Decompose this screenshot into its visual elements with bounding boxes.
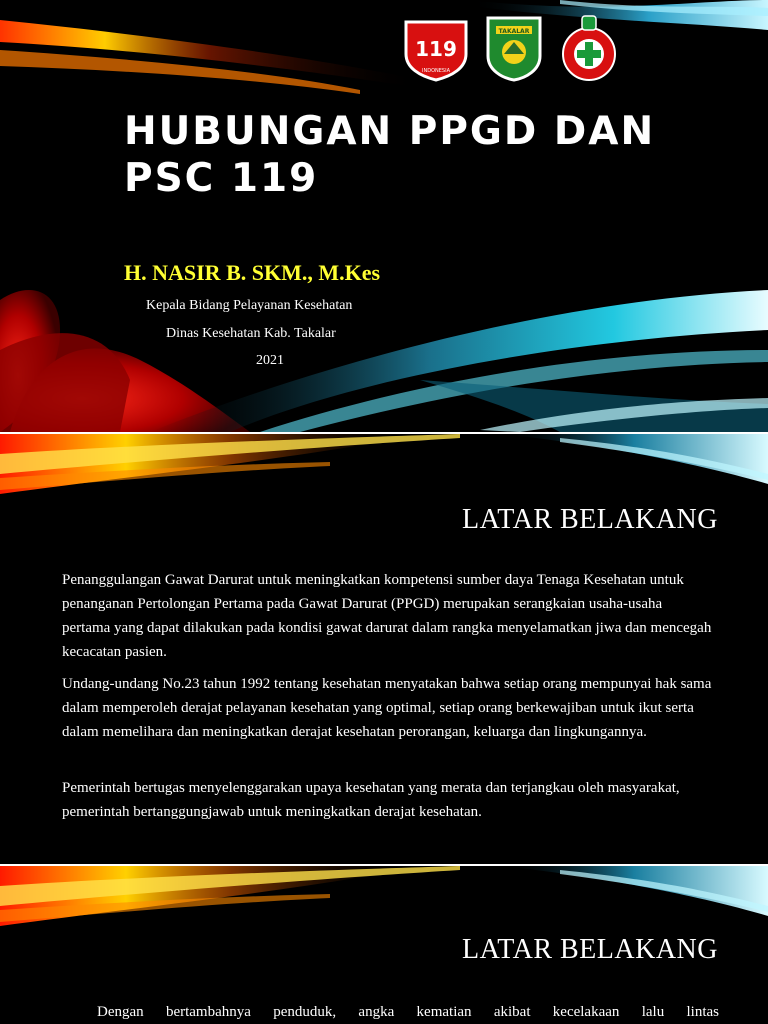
slide-title: [124, 108, 655, 202]
paragraph-1: Dengan bertambahnya penduduk, angka kematian akibat kecelakaan lalu lintas: [97, 1004, 719, 1020]
section-title: LATAR BELAKANG: [462, 934, 718, 965]
logo-takalar: [484, 12, 544, 82]
content-slide-2[interactable]: [0, 866, 768, 1024]
logo-119-text: 119: [415, 37, 457, 61]
presenter-name: H. NASIR B. SKM., M.Kes: [124, 260, 381, 285]
title-slide[interactable]: [0, 0, 768, 432]
logo-119-caption: INDONESIA: [422, 68, 450, 74]
content-slide-1[interactable]: [0, 434, 768, 864]
shield-119-icon: [402, 18, 470, 82]
logo-takalar-text: TAKALAR: [498, 28, 530, 35]
paragraph-1: Penanggulangan Gawat Darurat untuk meningkatkan kompetensi sumber daya Tenaga Kesehatan untuk penanganan Pertolongan Pertama pada Gawat Darurat (PPGD) merupakan serangkaian usaha-usaha pertama yang dapat dilakukan pada kondisi gawat darurat dalam rangka menyelamatkan jiwa dan mencegah kecacatan pasien.: [62, 572, 712, 660]
paragraph-2: Undang-undang No.23 tahun 1992 tentang kesehatan menyatakan bahwa setiap orang mempunyai hak sama dalam memperoleh derajat pelayanan kesehatan yang optimal, setiap orang berkewajiban untuk ikut serta dalam memelihara dan meningkatkan derajat kesehatan perorangan, keluarga dan lingkungannya.: [62, 676, 712, 740]
title-line-2: PSC 119: [124, 156, 319, 201]
logo-119: [402, 18, 470, 82]
presentation-year: 2021: [256, 353, 284, 368]
presenter-position: Kepala Bidang Pelayanan Kesehatan: [146, 298, 353, 313]
psc-emblem-icon: [560, 12, 618, 84]
title-line-1: HUBUNGAN PPGD DAN: [124, 109, 656, 154]
swoosh-background: [0, 0, 768, 432]
section-title: LATAR BELAKANG: [462, 504, 718, 535]
takalar-emblem-icon: [484, 12, 544, 82]
paragraph-3: Pemerintah bertugas menyelenggarakan upaya kesehatan yang merata dan terjangkau oleh masyarakat, pemerintah bertanggungjawab untuk meningkatkan derajat kesehatan.: [62, 780, 680, 820]
presenter-office: Dinas Kesehatan Kab. Takalar: [166, 326, 336, 341]
logo-psc: [560, 12, 618, 84]
